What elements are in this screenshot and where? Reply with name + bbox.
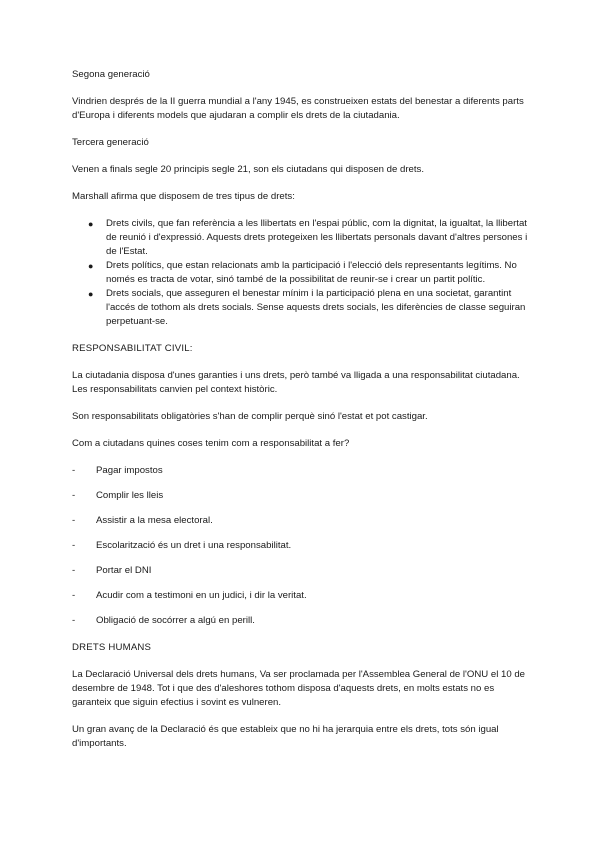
bullet-icon: ● bbox=[88, 219, 94, 229]
drets-humans-heading: DRETS HUMANS bbox=[72, 642, 152, 653]
segona-generacio-text: Vindrien després de la II guerra mundial a l'any 1945, es construeixen estats del benestar a diferents parts d'Europa i diferents models que ajudaran a complir els drets de la ciutadania. bbox=[72, 96, 524, 121]
list-item bbox=[72, 614, 528, 628]
segona-generacio-heading: Segona generació bbox=[72, 69, 150, 80]
list-item bbox=[72, 464, 528, 478]
drets-humans-text-2: Un gran avanç de la Declaració és que estableix que no hi ha jerarquia entre els drets, tots són igual d'importants. bbox=[72, 724, 499, 749]
dash-text: Complir les lleis bbox=[96, 490, 164, 501]
list-item bbox=[72, 589, 528, 603]
dash-icon: - bbox=[72, 590, 76, 601]
dash-text: Portar el DNI bbox=[96, 565, 152, 576]
list-item bbox=[72, 489, 528, 503]
document-page bbox=[72, 68, 528, 764]
dash-text: Assistir a la mesa electoral. bbox=[96, 515, 213, 526]
list-item bbox=[72, 259, 528, 287]
bullet-text: Drets socials, que asseguren el benestar mínim i la participació plena en una societat, garantint l'accés de tothom als drets socials. Sense aquests drets socials, les diferències de classe seguiran perpetuant-se. bbox=[106, 288, 526, 327]
list-item bbox=[72, 287, 528, 329]
responsabilitat-text-2: Son responsabilitats obligatòries s'han de complir perquè sinó l'estat et pot castigar. bbox=[72, 411, 428, 422]
dash-icon: - bbox=[72, 540, 76, 551]
dash-text: Pagar impostos bbox=[96, 465, 163, 476]
dash-icon: - bbox=[72, 515, 76, 526]
dash-icon: - bbox=[72, 615, 76, 626]
list-item bbox=[72, 539, 528, 553]
marshall-text: Marshall afirma que disposem de tres tipus de drets: bbox=[72, 191, 295, 202]
drets-humans-text-1: La Declaració Universal dels drets humans, Va ser proclamada per l'Assemblea General de l'ONU el 10 de desembre de 1948. Tot i que des d'aleshores tothom disposa d'aquests drets, en molts estats no es garanteix que siguin efectius i sovint es vulneren. bbox=[72, 669, 526, 708]
tercera-generacio-text: Venen a finals segle 20 principis segle 21, son els ciutadans qui disposen de drets. bbox=[72, 164, 424, 175]
responsabilitat-text-1: La ciutadania disposa d'unes garanties i uns drets, però també va lligada a una responsabilitat ciutadana. Les responsabilitats canvien pel context històric. bbox=[72, 370, 520, 395]
dash-text: Escolarització és un dret i una responsabilitat. bbox=[96, 540, 292, 551]
dash-icon: - bbox=[72, 490, 76, 501]
dash-icon: - bbox=[72, 565, 76, 576]
bullet-icon: ● bbox=[88, 289, 94, 299]
list-item bbox=[72, 217, 528, 259]
list-item bbox=[72, 564, 528, 578]
rights-bullet-list bbox=[72, 217, 528, 329]
dash-text: Obligació de socórrer a algú en perill. bbox=[96, 615, 255, 626]
tercera-generacio-heading: Tercera generació bbox=[72, 137, 149, 148]
responsibilities-dash-list bbox=[72, 464, 528, 628]
dash-text: Acudir com a testimoni en un judici, i dir la veritat. bbox=[96, 590, 307, 601]
list-item bbox=[72, 514, 528, 528]
dash-icon: - bbox=[72, 465, 76, 476]
bullet-icon: ● bbox=[88, 261, 94, 271]
bullet-text: Drets polítics, que estan relacionats amb la participació i l'elecció dels representants legítims. No només es tracta de votar, sinó també de la possibilitat de reunir-se i crear un partit polític. bbox=[106, 260, 517, 285]
bullet-text: Drets civils, que fan referència a les llibertats en l'espai públic, com la dignitat, la igualtat, la llibertat de reunió i d'expressió. Aquests drets protegeixen les llibertats personals davant d'altres persones i de l'Estat. bbox=[106, 218, 528, 257]
responsabilitat-civil-heading: RESPONSABILITAT CIVIL: bbox=[72, 343, 193, 354]
responsabilitat-question: Com a ciutadans quines coses tenim com a responsabilitat a fer? bbox=[72, 438, 350, 449]
